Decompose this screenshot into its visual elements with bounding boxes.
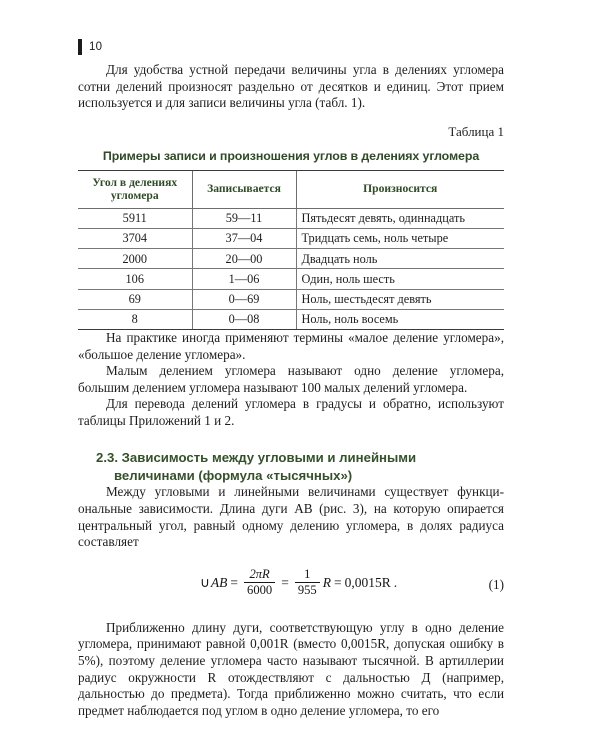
table-header-spoken: Произносится [296, 170, 504, 208]
cell-spoken: Ноль, ноль восемь [296, 309, 504, 329]
cell-spoken: Двадцать ноль [296, 249, 504, 269]
formula-factor: R [322, 574, 331, 590]
page-content [78, 62, 504, 719]
table-row [78, 208, 504, 228]
paragraph-intro: Для удобства устной передачи величины угла в делениях угломера сотни делений произносят раздельно от десятков и единиц. Этот прием используется и для записи величины угла (табл. 1). [78, 62, 504, 111]
cell-spoken: Пятьдесят девять, одиннадцать [296, 208, 504, 228]
formula-fraction-2 [295, 568, 320, 598]
cell-spoken: Один, ноль шесть [296, 269, 504, 289]
fraction-denominator: 6000 [247, 583, 273, 598]
paragraph-appendix: Для перевода делений угломера в градусы и обратно, используют таблицы Приложений 1 и 2. [78, 396, 504, 428]
paragraph-terms: На практике иногда применяют термины «малое деление угломера», «большое деление угломера». [78, 329, 504, 362]
section-heading-line2: величинами (формула «тысячных») [114, 467, 353, 483]
formula-equals-2: = [281, 574, 289, 590]
table-row [78, 228, 504, 248]
cell-angle: 106 [78, 269, 192, 289]
table-row [78, 249, 504, 269]
table-header-written: Записывается [192, 170, 296, 208]
folio-marker-bar [78, 39, 82, 55]
cell-spoken: Тридцать семь, ноль четыре [296, 228, 504, 248]
cell-angle: 69 [78, 289, 192, 309]
cell-angle: 5911 [78, 208, 192, 228]
formula-block [78, 568, 504, 604]
cell-written: 1—06 [192, 269, 296, 289]
table-title: Примеры записи и произношения углов в делениях угломера [102, 148, 480, 163]
paragraph-functional: Между угловыми и линейными величинами существует функциональные зависимости. Длина дуги AB (рис. 3), на которую опирается центральный угол, равный одному делению угломера, в долях радиуса составляет [78, 484, 504, 550]
formula-period: . [393, 574, 398, 590]
formula-equals-3: = [333, 574, 342, 590]
page-number: 10 [89, 41, 103, 53]
fraction-denominator: 955 [297, 583, 317, 598]
arc-symbol: ∪ [200, 574, 210, 590]
formula-lhs: AB [210, 574, 228, 590]
cell-written: 59—11 [192, 208, 296, 228]
formula-equals-1: = [230, 574, 239, 590]
cell-written: 37—04 [192, 228, 296, 248]
fraction-numerator: 2πR [249, 566, 270, 581]
formula-expression [200, 568, 397, 598]
cell-spoken: Ноль, шестьдесят девять [296, 289, 504, 309]
table-label: Таблица 1 [448, 123, 504, 139]
table-header-row [78, 170, 504, 208]
angle-notation-table [78, 170, 504, 330]
cell-written: 20—00 [192, 249, 296, 269]
page-folio [78, 38, 102, 56]
section-heading-line1: 2.3. Зависимость между угловыми и линейными [96, 450, 417, 466]
cell-angle: 2000 [78, 249, 192, 269]
formula-number: (1) [488, 576, 504, 592]
formula-fraction-1 [244, 568, 275, 598]
cell-angle: 8 [78, 309, 192, 329]
table-row [78, 289, 504, 309]
cell-angle: 3704 [78, 228, 192, 248]
table-header-angle: Угол в делениях угломера [78, 170, 192, 208]
fraction-numerator: 1 [304, 566, 311, 581]
paragraph-small-division: Малым делением угломера называют одно деление угломера, большим делением угломера называют 100 малых делений угломера. [78, 363, 504, 395]
table-row [78, 309, 504, 329]
cell-written: 0—08 [192, 309, 296, 329]
section-heading [96, 449, 514, 484]
paragraph-approximation: Приближенно длину дуги, соответствующую углу в одно деление угломера, принимают равной 0,001R (вместо 0,0015R, допуская ошибку в 5%), поэтому деление угломера часто называют тысячной. В артиллерии радиус окружности R отождествляют с дальностью Д (например, дальностью до предмета). Тогда приближенно можно считать, что если предмет наблюдается под углом в одно деление угломера, то его [78, 619, 504, 718]
formula-result: 0,0015R [344, 574, 391, 590]
table-row [78, 269, 504, 289]
cell-written: 0—69 [192, 289, 296, 309]
